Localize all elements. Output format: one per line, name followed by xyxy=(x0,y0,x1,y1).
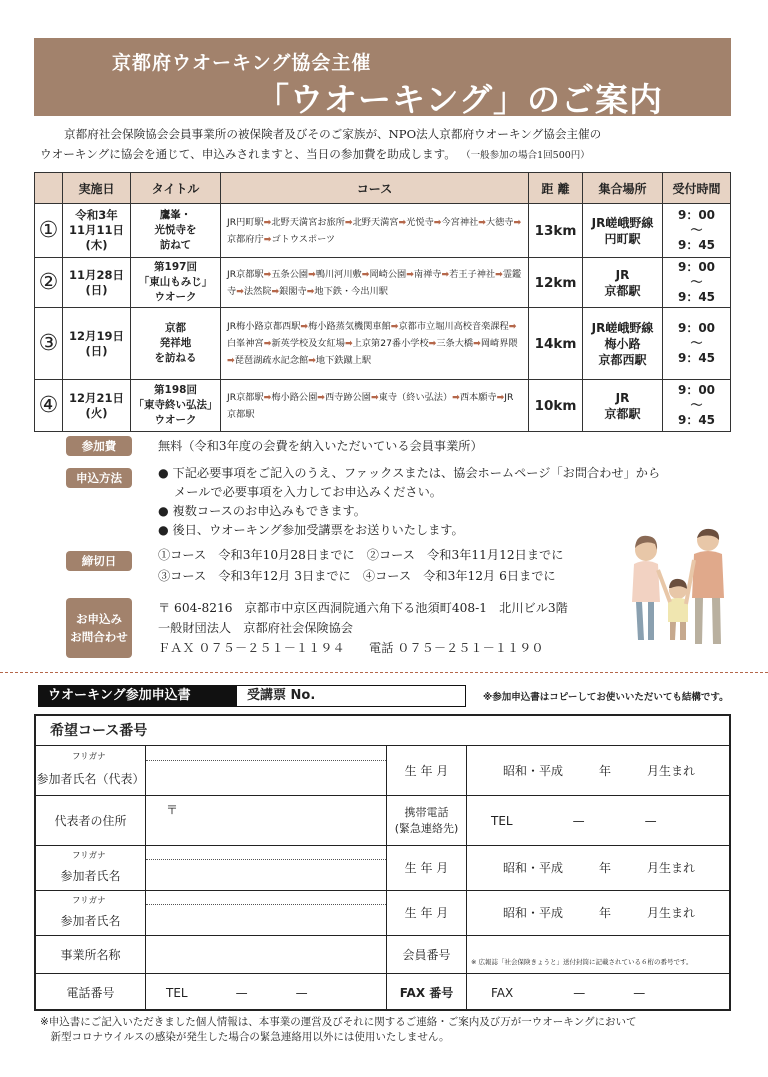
course-distance: 14km xyxy=(529,308,583,380)
rep-name-input[interactable] xyxy=(146,746,387,796)
arrow-icon: ➡ xyxy=(398,216,407,228)
mother-leg-l xyxy=(636,602,644,640)
deadline-line-1: ①コース 令和3年10月28日までに ②コース 令和3年11月12日までに xyxy=(158,548,564,562)
place-line: 京都駅 xyxy=(604,283,641,298)
course-stop: 梅小路公園 xyxy=(271,391,318,403)
rep-name-label xyxy=(36,746,146,796)
place-line: 京都駅 xyxy=(604,406,641,421)
title-line: ウオーク xyxy=(154,414,197,426)
course-table-header xyxy=(35,173,731,204)
header-banner xyxy=(34,38,731,119)
course-route xyxy=(221,258,529,308)
furigana-label-2: フリガナ xyxy=(72,851,106,861)
copy-note: ※参加申込書はコピーしてお使いいただいても結構です。 xyxy=(483,692,729,703)
course-title xyxy=(131,380,221,432)
header-time: 受付時間 xyxy=(663,173,731,204)
course-stop: 光悦寺 xyxy=(406,216,434,228)
course-title xyxy=(131,308,221,380)
contact-org: 一般財団法人 京都府社会保険協会 xyxy=(158,621,353,635)
place-line: JR xyxy=(615,390,630,405)
course-time xyxy=(663,204,731,258)
mobile-input[interactable]: TEL — — xyxy=(467,796,731,846)
course-place xyxy=(583,308,663,380)
course-place xyxy=(583,258,663,308)
postal-mark: 〒 xyxy=(166,803,179,817)
mobile-label-2: (緊急連絡先) xyxy=(394,821,459,835)
ticket-number-box[interactable]: 受講票 No. xyxy=(236,685,466,707)
time-line: 9：45 xyxy=(677,238,716,252)
course-stop: 岡崎界隈 xyxy=(480,338,518,349)
arrow-icon: ➡ xyxy=(508,321,517,332)
course-stop: 琵琶湖疏水記念館 xyxy=(234,355,309,366)
privacy-note xyxy=(40,1015,636,1045)
arrow-icon: ➡ xyxy=(406,268,414,280)
apply-item-4: ● 後日、ウオーキング参加受講票をお送りいたします。 xyxy=(158,523,464,537)
mobile-label xyxy=(387,796,467,846)
arrow-icon: ➡ xyxy=(263,338,272,349)
arrow-icon: ➡ xyxy=(495,268,503,280)
course-time xyxy=(663,380,731,432)
birth-label-2: 生 年 月 xyxy=(387,846,467,891)
place-line: JR嵯峨野線 xyxy=(591,320,654,335)
time-line: 〜 xyxy=(690,336,703,350)
course-number: ③ xyxy=(35,308,63,380)
rep-name-text: 参加者氏名（代表） xyxy=(36,772,145,786)
course-stop: 霊鑑寺 xyxy=(227,268,522,297)
address-label: 代表者の住所 xyxy=(36,796,146,846)
member-no-note: ※ 広報誌「社会保険きょうと」送付封筒に記載されている６桁の番号です。 xyxy=(471,958,693,966)
date-line: 11月11日 xyxy=(68,223,124,237)
birth-label-3: 生 年 月 xyxy=(387,891,467,936)
place-line: JR嵯峨野線 xyxy=(591,215,654,230)
date-line: 12月21日 xyxy=(68,390,124,405)
mother-leg-r xyxy=(648,602,654,640)
mother-arm xyxy=(658,570,670,602)
deadline-line-2: ③コース 令和3年12月 3日までに ④コース 令和3年12月 6日までに xyxy=(158,569,556,583)
course-stop: ゴトウスポーツ xyxy=(271,233,336,245)
apply-list xyxy=(158,464,660,540)
course-number: ① xyxy=(35,204,63,258)
furigana-label-1: フリガナ xyxy=(72,752,106,762)
time-line: 9：00 xyxy=(677,321,716,335)
course-time xyxy=(663,308,731,380)
title-line: 「東寺終い弘法」 xyxy=(133,399,218,411)
time-line: 9：45 xyxy=(677,351,716,365)
course-stop: 銀閣寺 xyxy=(279,285,307,297)
form-title: ウオーキング参加申込書 xyxy=(38,685,236,707)
participant-dotline-2 xyxy=(146,904,386,905)
intro-line-2: ウオーキングに協会を通じて、申込みされますと、当日の参加費を助成します。 xyxy=(40,147,456,161)
course-stop: 鴨川河川敷 xyxy=(315,268,362,280)
course-route xyxy=(221,380,529,432)
course-date xyxy=(63,308,131,380)
course-stop: JR京都駅 xyxy=(227,268,264,280)
arrow-icon: ➡ xyxy=(441,268,450,280)
apply-item-3: ● 複数コースのお申込みもできます。 xyxy=(158,504,366,518)
office-input[interactable] xyxy=(146,936,387,974)
course-stop: 北野天満宮お旅所 xyxy=(271,216,345,228)
participant-input-2[interactable] xyxy=(146,891,387,936)
course-distance: 13km xyxy=(529,204,583,258)
arrow-icon: ➡ xyxy=(300,321,309,332)
course-date xyxy=(63,380,131,432)
apply-item-2: メールで必要事項を入力してお申込みください。 xyxy=(158,485,442,499)
arrow-icon: ➡ xyxy=(513,216,522,228)
arrow-icon: ➡ xyxy=(344,338,353,349)
privacy-line-1: ※申込書にご記入いただきました個人情報は、本事業の運営及びそれに関するご連絡・ご案内及び万が一ウオーキングにおいて xyxy=(40,1016,637,1028)
header-num xyxy=(35,173,63,204)
arrow-icon: ➡ xyxy=(390,321,399,332)
arrow-icon: ➡ xyxy=(308,355,316,366)
participant-text-2: 参加者氏名 xyxy=(60,914,121,928)
participant-dotline-1 xyxy=(146,859,386,860)
title-line: 発祥地 xyxy=(159,337,192,349)
course-stop: 三条大橋 xyxy=(436,338,474,349)
arrow-icon: ➡ xyxy=(428,338,437,349)
title-line: 京都 xyxy=(165,322,186,334)
date-line: 令和3年 xyxy=(75,208,118,222)
date-line: (火) xyxy=(85,405,108,420)
course-distance: 12km xyxy=(529,258,583,308)
father-leg-l xyxy=(695,598,703,644)
member-no-input[interactable] xyxy=(467,936,731,974)
header-title: 「ウオーキング」のご案内 xyxy=(256,80,664,119)
course-stop: 五条公園 xyxy=(271,268,309,280)
fax-label: FAX 番号 xyxy=(387,974,467,1011)
office-label: 事業所名称 xyxy=(36,936,146,974)
course-distance: 10km xyxy=(529,380,583,432)
header-date: 実施日 xyxy=(63,173,131,204)
title-line: 第198回 xyxy=(154,384,197,396)
course-route xyxy=(221,308,529,380)
family-illustration xyxy=(622,528,732,650)
time-line: 9：45 xyxy=(677,290,716,304)
course-date xyxy=(63,258,131,308)
child-leg-r xyxy=(680,622,686,640)
fax-input[interactable]: FAX — — xyxy=(491,985,646,1000)
date-line: 12月19日 xyxy=(68,328,124,343)
header-course: コース xyxy=(221,173,529,204)
course-stop: 京都府庁 xyxy=(227,233,264,245)
header-distance: 距 離 xyxy=(529,173,583,204)
title-line: 光悦寺を xyxy=(154,224,197,236)
arrow-icon: ➡ xyxy=(496,391,505,403)
father-body xyxy=(692,551,724,598)
furigana-label-3: フリガナ xyxy=(72,896,106,906)
time-line: 9：00 xyxy=(677,208,716,222)
header-subtitle: 京都府ウオーキング協会主催 xyxy=(112,52,372,74)
arrow-icon: ➡ xyxy=(361,268,370,280)
header-title: タイトル xyxy=(131,173,221,204)
mother-body xyxy=(632,561,660,602)
arrow-icon: ➡ xyxy=(263,268,272,280)
arrow-icon: ➡ xyxy=(308,268,316,280)
time-line: 9：45 xyxy=(677,413,716,427)
deadline-badge: 締切日 xyxy=(66,551,132,571)
course-number-field[interactable]: 希望コース番号 xyxy=(36,716,729,746)
header-place: 集合場所 xyxy=(583,173,663,204)
time-line: 〜 xyxy=(690,398,703,412)
application-form xyxy=(34,714,731,1011)
place-line: 梅小路 xyxy=(604,336,641,351)
member-no-label: 会員番号 xyxy=(387,936,467,974)
birth-input-3[interactable]: 昭和・平成 年 月生まれ xyxy=(467,891,731,936)
arrow-icon: ➡ xyxy=(271,285,280,297)
course-place xyxy=(583,204,663,258)
arrow-icon: ➡ xyxy=(306,285,315,297)
course-title xyxy=(131,204,221,258)
title-line: 鷹峯・ xyxy=(159,209,192,221)
course-stop: 東寺（終い弘法） xyxy=(378,391,453,403)
course-time xyxy=(663,258,731,308)
apply-badge: 申込方法 xyxy=(66,468,132,488)
rep-name-dotline xyxy=(146,760,386,761)
arrow-icon: ➡ xyxy=(370,391,379,403)
arrow-icon: ➡ xyxy=(317,391,325,403)
course-stop: 梅小路蒸気機関車館 xyxy=(308,321,391,332)
phone-label: 電話番号 xyxy=(36,974,146,1011)
fee-badge: 参加費 xyxy=(66,436,132,456)
deadline-text xyxy=(158,545,563,587)
arrow-icon: ➡ xyxy=(263,233,272,245)
arrow-icon: ➡ xyxy=(263,391,272,403)
arrow-icon: ➡ xyxy=(236,285,244,297)
arrow-icon: ➡ xyxy=(344,216,353,228)
contact-label-2: お問合わせ xyxy=(70,630,128,644)
intro-text xyxy=(40,124,730,166)
date-line: (木) xyxy=(85,238,108,252)
course-stop: 西本願寺 xyxy=(459,391,497,403)
date-line: 11月28日 xyxy=(68,267,124,282)
participant-label-2 xyxy=(36,891,146,936)
place-line: JR xyxy=(615,267,630,282)
arrow-icon: ➡ xyxy=(263,216,272,228)
apply-item-1: ● 下記必要事項をご記入のうえ、ファックスまたは、協会ホームページ「お問合わせ」から xyxy=(158,466,661,480)
course-stop: 地下鉄蹴上駅 xyxy=(315,355,372,366)
intro-note: （一般参加の場合1回500円） xyxy=(465,150,590,161)
title-line: ウオーク xyxy=(154,291,197,303)
title-line: 第197回 xyxy=(154,261,197,273)
course-route xyxy=(221,204,529,258)
course-stop: 京都市立堀川高校音楽課程 xyxy=(398,321,509,332)
course-stop: JR円町駅 xyxy=(227,216,264,228)
course-stop: 若王子神社 xyxy=(449,268,496,280)
course-stop: JR京都駅 xyxy=(227,391,264,403)
contact-text xyxy=(158,598,568,658)
date-line: (日) xyxy=(85,343,108,358)
contact-phone: ＦＡＸ ０７５－２５１－１１９４ 電話 ０７５－２５１－１１９０ xyxy=(158,641,544,655)
mobile-label-1: 携帯電話 xyxy=(404,805,449,819)
time-line: 9：00 xyxy=(677,383,716,397)
arrow-icon: ➡ xyxy=(473,338,481,349)
arrow-icon: ➡ xyxy=(433,216,442,228)
contact-badge xyxy=(66,598,132,658)
course-stop: 今宮神社 xyxy=(441,216,479,228)
title-line: 「東山もみじ」 xyxy=(138,276,213,288)
intro-line-1: 京都府社会保険協会会員事業所の被保険者及びそのご家族が、NPO法人京都府ウオーキング協会主催の xyxy=(64,127,602,141)
time-line: 9：00 xyxy=(677,260,716,274)
privacy-line-2: 新型コロナウイルスの感染が発生した場合の緊急連絡用以外には使用いたしません。 xyxy=(40,1031,450,1043)
participant-label-1 xyxy=(36,846,146,891)
course-date xyxy=(63,204,131,258)
arrow-icon: ➡ xyxy=(227,355,235,366)
course-stop: 法然院 xyxy=(243,285,272,297)
course-number: ② xyxy=(35,258,63,308)
course-stop: 西寺跡公園 xyxy=(325,391,371,403)
contact-label-1: お申込み xyxy=(76,612,122,626)
course-row xyxy=(35,380,731,432)
place-line: 円町駅 xyxy=(604,231,641,246)
birth-input-1[interactable]: 昭和・平成 年 月生まれ xyxy=(467,746,731,796)
course-stop: 白峯神宮 xyxy=(227,338,264,349)
course-stop: 大徳寺 xyxy=(485,216,514,228)
fee-text: 無料（令和3年度の会費を納入いただいている会員事業所） xyxy=(158,439,483,453)
birth-input-2[interactable]: 昭和・平成 年 月生まれ xyxy=(467,846,731,891)
date-line: (日) xyxy=(85,282,108,297)
time-line: 〜 xyxy=(690,223,703,237)
address-input[interactable] xyxy=(146,796,387,846)
arrow-icon: ➡ xyxy=(452,391,460,403)
course-row xyxy=(35,204,731,258)
course-row xyxy=(35,308,731,380)
course-stop: JR京都駅 xyxy=(227,391,514,420)
arrow-icon: ➡ xyxy=(478,216,486,228)
participant-input-1[interactable] xyxy=(146,846,387,891)
title-line: を訪ねる xyxy=(154,352,197,364)
course-stop: 北野天満宮 xyxy=(352,216,399,228)
course-row xyxy=(35,258,731,308)
phone-input[interactable]: TEL — — xyxy=(146,974,387,1011)
cut-line xyxy=(0,672,768,673)
course-stop: 地下鉄・今出川駅 xyxy=(314,285,388,297)
participant-text-1: 参加者氏名 xyxy=(60,869,121,883)
course-title xyxy=(131,258,221,308)
father-leg-r xyxy=(712,598,721,644)
course-place xyxy=(583,380,663,432)
title-line: 訪ねて xyxy=(159,239,192,251)
place-line: 京都西駅 xyxy=(598,352,647,367)
course-stop: 新英学校及女紅場 xyxy=(271,338,345,349)
time-line: 〜 xyxy=(690,275,703,289)
course-number: ④ xyxy=(35,380,63,432)
course-stop: 上京第27番小学校 xyxy=(352,338,429,349)
contact-address: 〒 604-8216 京都市中京区西洞院通六角下る池須町408-1 北川ビル3階 xyxy=(158,601,568,615)
child-leg-l xyxy=(670,622,676,640)
course-stop: 岡崎公園 xyxy=(369,268,407,280)
course-table xyxy=(34,172,731,432)
course-stop: 南禅寺 xyxy=(413,268,442,280)
birth-label-1: 生 年 月 xyxy=(387,746,467,796)
course-stop: JR梅小路京都西駅 xyxy=(227,321,301,332)
